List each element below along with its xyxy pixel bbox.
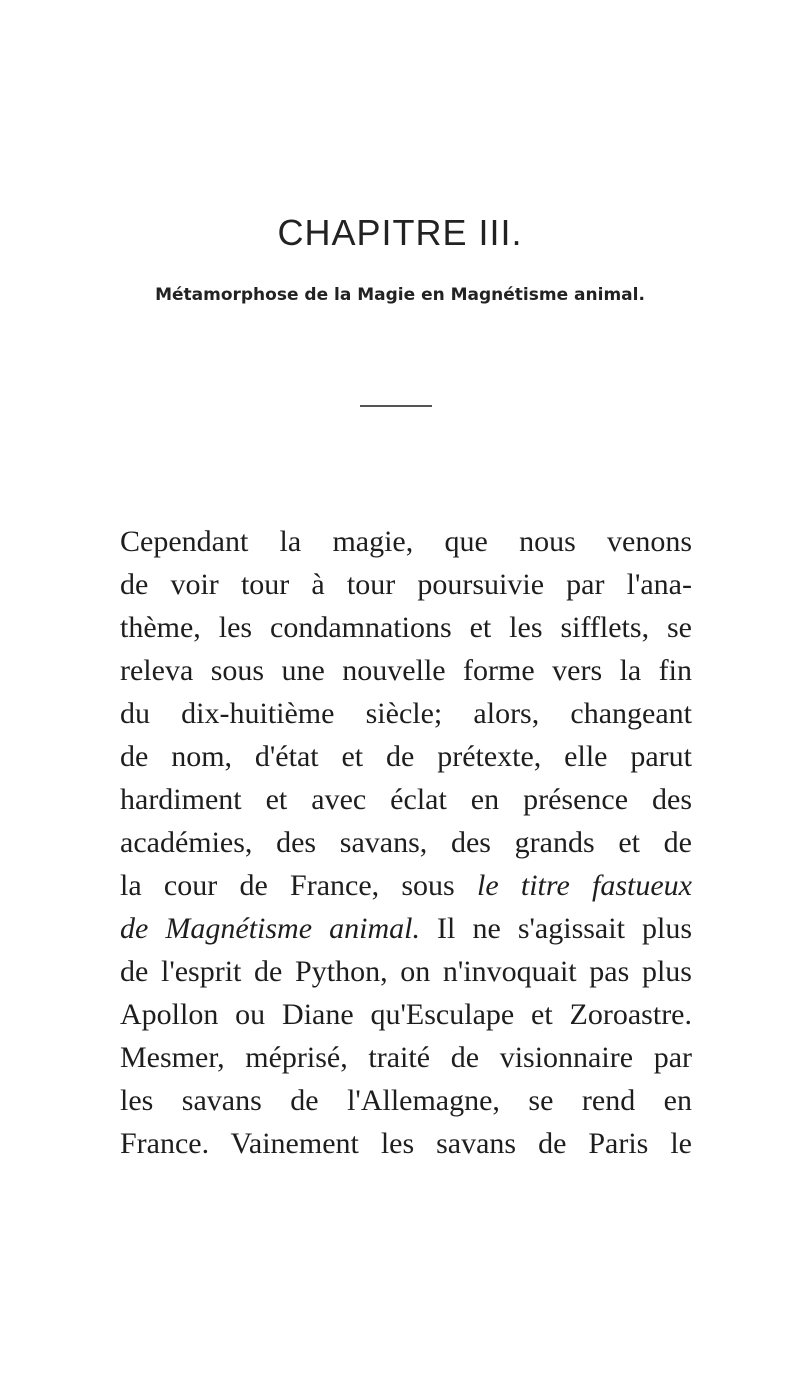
chapter-subtitle: Métamorphose de la Magie en Magnétisme animal.: [155, 285, 645, 305]
section-divider: [360, 405, 432, 407]
text-line: thème, les condamnations et les sifflets, se: [120, 611, 692, 644]
text-line-mixed: [120, 864, 692, 907]
text-line: hardiment et avec éclat en présence des: [120, 783, 692, 816]
italic-text-fragment: de Magnétisme animal.: [120, 912, 420, 945]
text-line: releva sous une nouvelle forme vers la fin: [120, 654, 692, 687]
text-fragment: la cour de France, sous: [120, 869, 477, 902]
text-line: de l'esprit de Python, on n'invoquait pas plus: [120, 955, 692, 988]
text-line: les savans de l'Allemagne, se rend en: [120, 1084, 692, 1117]
text-line: de nom, d'état et de prétexte, elle parut: [120, 740, 692, 773]
text-line: académies, des savans, des grands et de: [120, 826, 692, 859]
italic-text-fragment: le titre fastueux: [476, 869, 692, 902]
text-line-mixed: [120, 907, 692, 950]
text-line: Apollon ou Diane qu'Esculape et Zoroastre.: [120, 998, 692, 1031]
text-line: France. Vainement les savans de Paris le: [120, 1127, 692, 1160]
text-line: de voir tour à tour poursuivie par l'ana-: [120, 568, 692, 601]
text-fragment: Il ne s'agissait plus: [419, 912, 693, 945]
text-line: Cependant la magie, que nous venons: [120, 525, 692, 558]
body-paragraph: [120, 520, 692, 1165]
chapter-title: CHAPITRE III.: [277, 212, 523, 253]
text-line: du dix-huitième siècle; alors, changeant: [120, 697, 692, 730]
text-line: Mesmer, méprisé, traité de visionnaire par: [120, 1041, 692, 1074]
